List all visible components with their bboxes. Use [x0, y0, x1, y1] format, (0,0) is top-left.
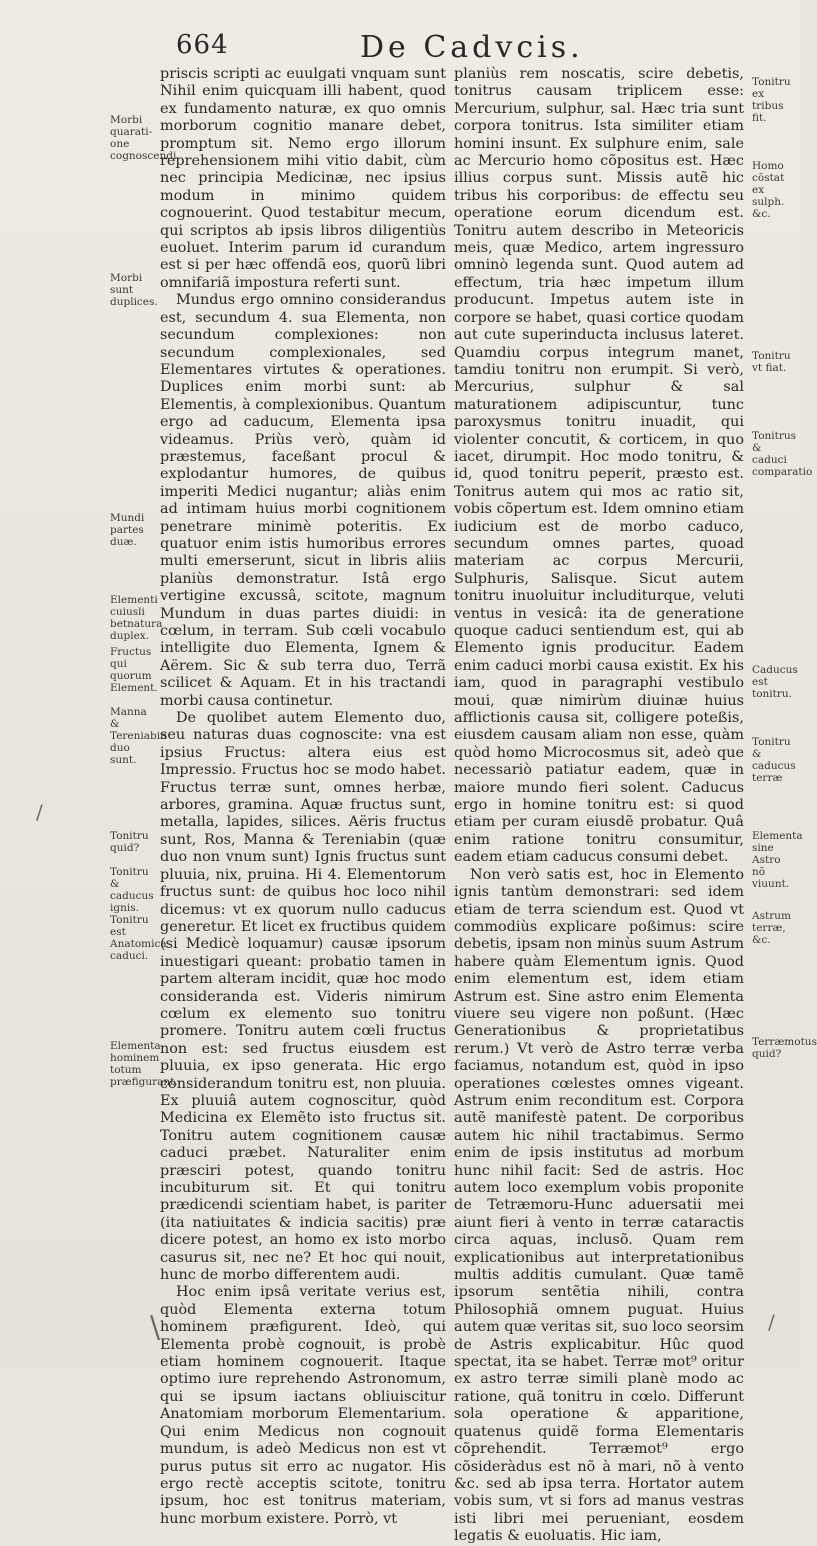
page-header — [0, 30, 800, 70]
margin-note-left: Elementi cuiusli betnatura duplex. — [110, 594, 163, 642]
margin-note-right: Astrum terræ, &c. — [752, 910, 791, 946]
margin-note-right: Terræmotus quid? — [752, 1036, 817, 1060]
margin-note-left: Morbi quarati-one cognoscendi. — [110, 114, 180, 162]
margin-note-right: Caducus est tonitru. — [752, 664, 798, 700]
margin-note-right: Tonitru & caducus terræ — [752, 736, 796, 784]
paragraph: Hoc enim ipsâ veritate verius est, quòd Elementa externa totum hominem præfigurent. Ideò, qui Elementa probè cognouit, is probè etiam hominem cognouerit. Itaque optimo iure reprehendo Astronomum, qui se ipsum iactans obliuiscitur Anatomiam morborum Elementarium. Qui enim Medicus non cognouit mundum, is adeò Medicus non est vt purus putus sit erro ac nugator. His ergo rectè acceptis scitote, tonitru ipsum, hoc est tonitrus materiam, hunc morbum existere. Porrò, vt — [160, 1284, 446, 1527]
page-number: 664 — [176, 30, 229, 60]
paragraph: planiùs rem noscatis, scire debetis, tonitrus causam triplicem esse: Mercurium, sulphur, sal. Hæc tria sunt corpora tonitrus. Ista similiter etiam homini insunt. Ex sulphure enim, sale ac Mercurio homo cõpositus est. Hæc illius corpus sunt. Missis autẽ hic tribus his corporibus: de effectu seu operatione eorum dicendum est. Tonitru autem describo in Meteoricis meis, quæ Medico, artem ingressuro omninò legenda sunt. Quod autem ad effectum, tria hæc impetum illum producunt. Impetus autem iste in corpore se habet, quasi cortice quodam aut cute superinducta inclusus lateret. Quamdiu corpus integrum manet, tamdiu tonitru non erumpit. Si verò, Mercurius, sulphur & sal maturationem adipiscuntur, tunc paroxysmus tonitru inuadit, qui violenter concutit, & corticem, in quo iacet, dirumpit. Hoc modo tonitru, & id, quod tonitru peperit, præsto est. Tonitrus autem qui mos ac ratio sit, vobis cõpertum est. Idem omnino etiam iudicium est de morbo caduco, secundum omnes partes, quoad materiam ac corpus Mercurii, Sulphuris, Salisque. Sicut autem tonitru inuoluitur includiturque, veluti ventus in vesicâ: ita de generatione quoque caduci sentiendum est, qui ab Elemento ignis producitur. Eadem enim caduci morbi causa existit. Ex his iam, quod in paragraphi vestibulo moui, quæ nimirùm diuinæ huius afflictionis causa sit, colligere poteßis, eiusdem causam aliam non esse, quàm quòd homo Microcosmus sit, adeò que necessariò patiatur eadem, quæ in maiore mundo fieri solent. Caducus ergo in homine tonitru est: si quod etiam per curam eiusdẽ probatur. Quâ enim ratione tonitru consumitur, eadem etiam caducus consumi debet. — [454, 66, 744, 866]
margin-note-left: Morbi sunt duplices. — [110, 272, 158, 308]
paragraph: Non verò satis est, hoc in Elemento ignis tantùm demonstrari: sed idem etiam de terra sciendum est. Quod vt commodiùs explicare poßimus: scire debetis, ipsam non minùs suum Astrum habere quàm Elementum ignis. Quod enim elementum est, idem etiam Astrum est. Sine astro enim Elementa viuere seu vigere non poßunt. (Hæc Generationibus & proprietatibus rerum.) Vt verò de Astro terræ verba faciamus, notandum est, quòd in ipso operationes cœlestes omnes vigeant. Astrum enim reconditum est. Corpora autẽ manifestè patent. De corporibus autem hic nihil tractabimus. Sermo enim de ipsis institutus ad morbum hunc nihil facit: Sed de astris. Hoc autem loco exemplum vobis proponite de Tetræmoru-Hunc aduersatii mei aiunt fieri à vento in terræ cataractis circa aquas, inclusõ. Quam rem explicationibus aut interpretationibus multis additis cumulant. Quæ tamẽ ipsorum sentẽtia nihili, contra Philosophiã omnem puguat. Huius autem quæ veritas sit, suo loco seorsim de Astris explicabitur. Hûc quod spectat, ita se habet. Terræ mot⁹ oritur ex astro terræ simili planè modo ac ratione, quã tonitru in cœlo. Differunt sola operatione & apparitione, quatenus quidẽ forma Elementaris cõprehendit. Terræmot⁹ ergo cõsideràdus est nõ à mari, nõ à vento &c. sed ab ipsa terra. Hortator autem vobis sum, vt si fors ad manus vestras isti libri mei perueniant, eosdem legatis & euoluatis. Hic iam, — [454, 866, 744, 1545]
margin-note-right: Tonitrus & caduci comparatio — [752, 430, 813, 478]
margin-note-left: Tonitru est Anatomica caduci. — [110, 914, 167, 962]
right-column-text — [454, 66, 744, 1546]
margin-note-right: Homo cõstat ex sulph. &c. — [752, 160, 785, 220]
paragraph: Mundus ergo omnino considerandus est, secundum 4. sua Elementa, non secundum complexiones: non secundum complexionales, sed Elementares virtutes & operationes. Duplices enim morbi sunt: ab Elementis, à complexionibus. Quantum ergo ad caducum, Elementa ipsa videamus. Priùs verò, quàm id præstemus, faceßant procul & explodantur humores, de quibus imperiti Medici nugantur; aliàs enim ad intimam huius morbi cognitionem penetrare minimè poteritis. Ex quatuor enim istis humoribus errores multi emerserunt, sicut in libris aliis planiùs demonstratur. Istâ ergo vertigine excussâ, scitote, magnum Mundum in duas partes diuidi: in cœlum, in terram. Sub cœli vocabulo intelligite duo Elementa, Ignem & Aërem. Sic & sub terra duo, Terrã scilicet & Aquam. Et in his tractandi morbi causa continetur. — [160, 292, 446, 709]
margin-note-left: Mundi partes duæ. — [110, 512, 145, 548]
margin-note-right: Elementa sine Astro nõ viuunt. — [752, 830, 803, 890]
paragraph: priscis scripti ac euulgati vnquam sunt Nihil enim quicquam illi habent, quod ex fundamento naturæ, ex quo omnis morborum cognitio manare debet, promptum sit. Nemo ergo illorum reprehensionem mihi vitio dabit, cùm nec principia Medicinæ, nec ipsius modum in minimo quidem cognouerint. Quod testabitur mecum, qui scriptos ab ipsis libros diligentiùs euoluet. Interim parum id curandum est si per hæc offendã eos, quorũ libri omnifariã impostura referti sunt. — [160, 66, 446, 291]
ink-mark: / — [768, 1310, 775, 1334]
margin-note-left: Elementa hominem totum præfigurant. — [110, 1040, 178, 1088]
margin-note-left: Fructus qui quorum Element. — [110, 646, 158, 694]
margin-note-right: Tonitru vt fiat. — [752, 350, 791, 374]
ink-mark: / — [36, 800, 43, 824]
margin-note-left: Tonitru & caducus ignis. — [110, 866, 154, 914]
margin-note-right: Tonitru ex tribus fit. — [752, 76, 791, 124]
left-column-text — [160, 66, 446, 1528]
running-title: De Cadvcis. — [360, 30, 584, 65]
ink-mark: \ — [150, 1310, 161, 1345]
paragraph: De quolibet autem Elemento duo, seu naturas duas cognoscite: vna est ipsius Fructus: altera eius est Impressio. Fructus hoc se modo habet. Fructus terræ sunt, omnes herbæ, arbores, gramina. Aquæ fructus sunt, metalla, lapides, silices. Aëris fructus sunt, Ros, Manna & Tereniabin (quæ duo non vnum sunt) Ignis fructus sunt pluuia, nix, pruina. Hi 4. Elementorum fructus sunt: de quibus hoc loco nihil dicemus: vt ex quorum nullo caducus generetur. Et licet ex fructibus quidem (si Medicè loquamur) causæ ipsorum inuestigari queant: probatio tamen in partem alteram incidit, quæ hoc modo consideranda est. Videris nimirum cœlum ex elemento suo tonitru promere. Tonitru autem cœli fructus non est: sed fructus eiusdem est pluuia, ex ipso generata. Hic ergo considerandum tonitru est, non pluuia. Ex pluuiâ autem cognoscitur, quòd Medicina ex Elemẽto isto fructus sit. Tonitru autem cognitionem causæ caduci præbet. Naturaliter enim præsciri potest, quando tonitru incubiturum sit. Et qui tonitru prædicendi scientiam habet, is pariter (ita natiuitates & indicia sacitis) præ dicere potest, an homo ex isto morbo casurus sit, nec ne? Et hoc qui nouit, hunc de morbo differentem audi. — [160, 710, 446, 1284]
margin-note-left: Tonitru quid? — [110, 830, 149, 854]
margin-note-left: Manna & Tereniabin duo sunt. — [110, 706, 167, 766]
